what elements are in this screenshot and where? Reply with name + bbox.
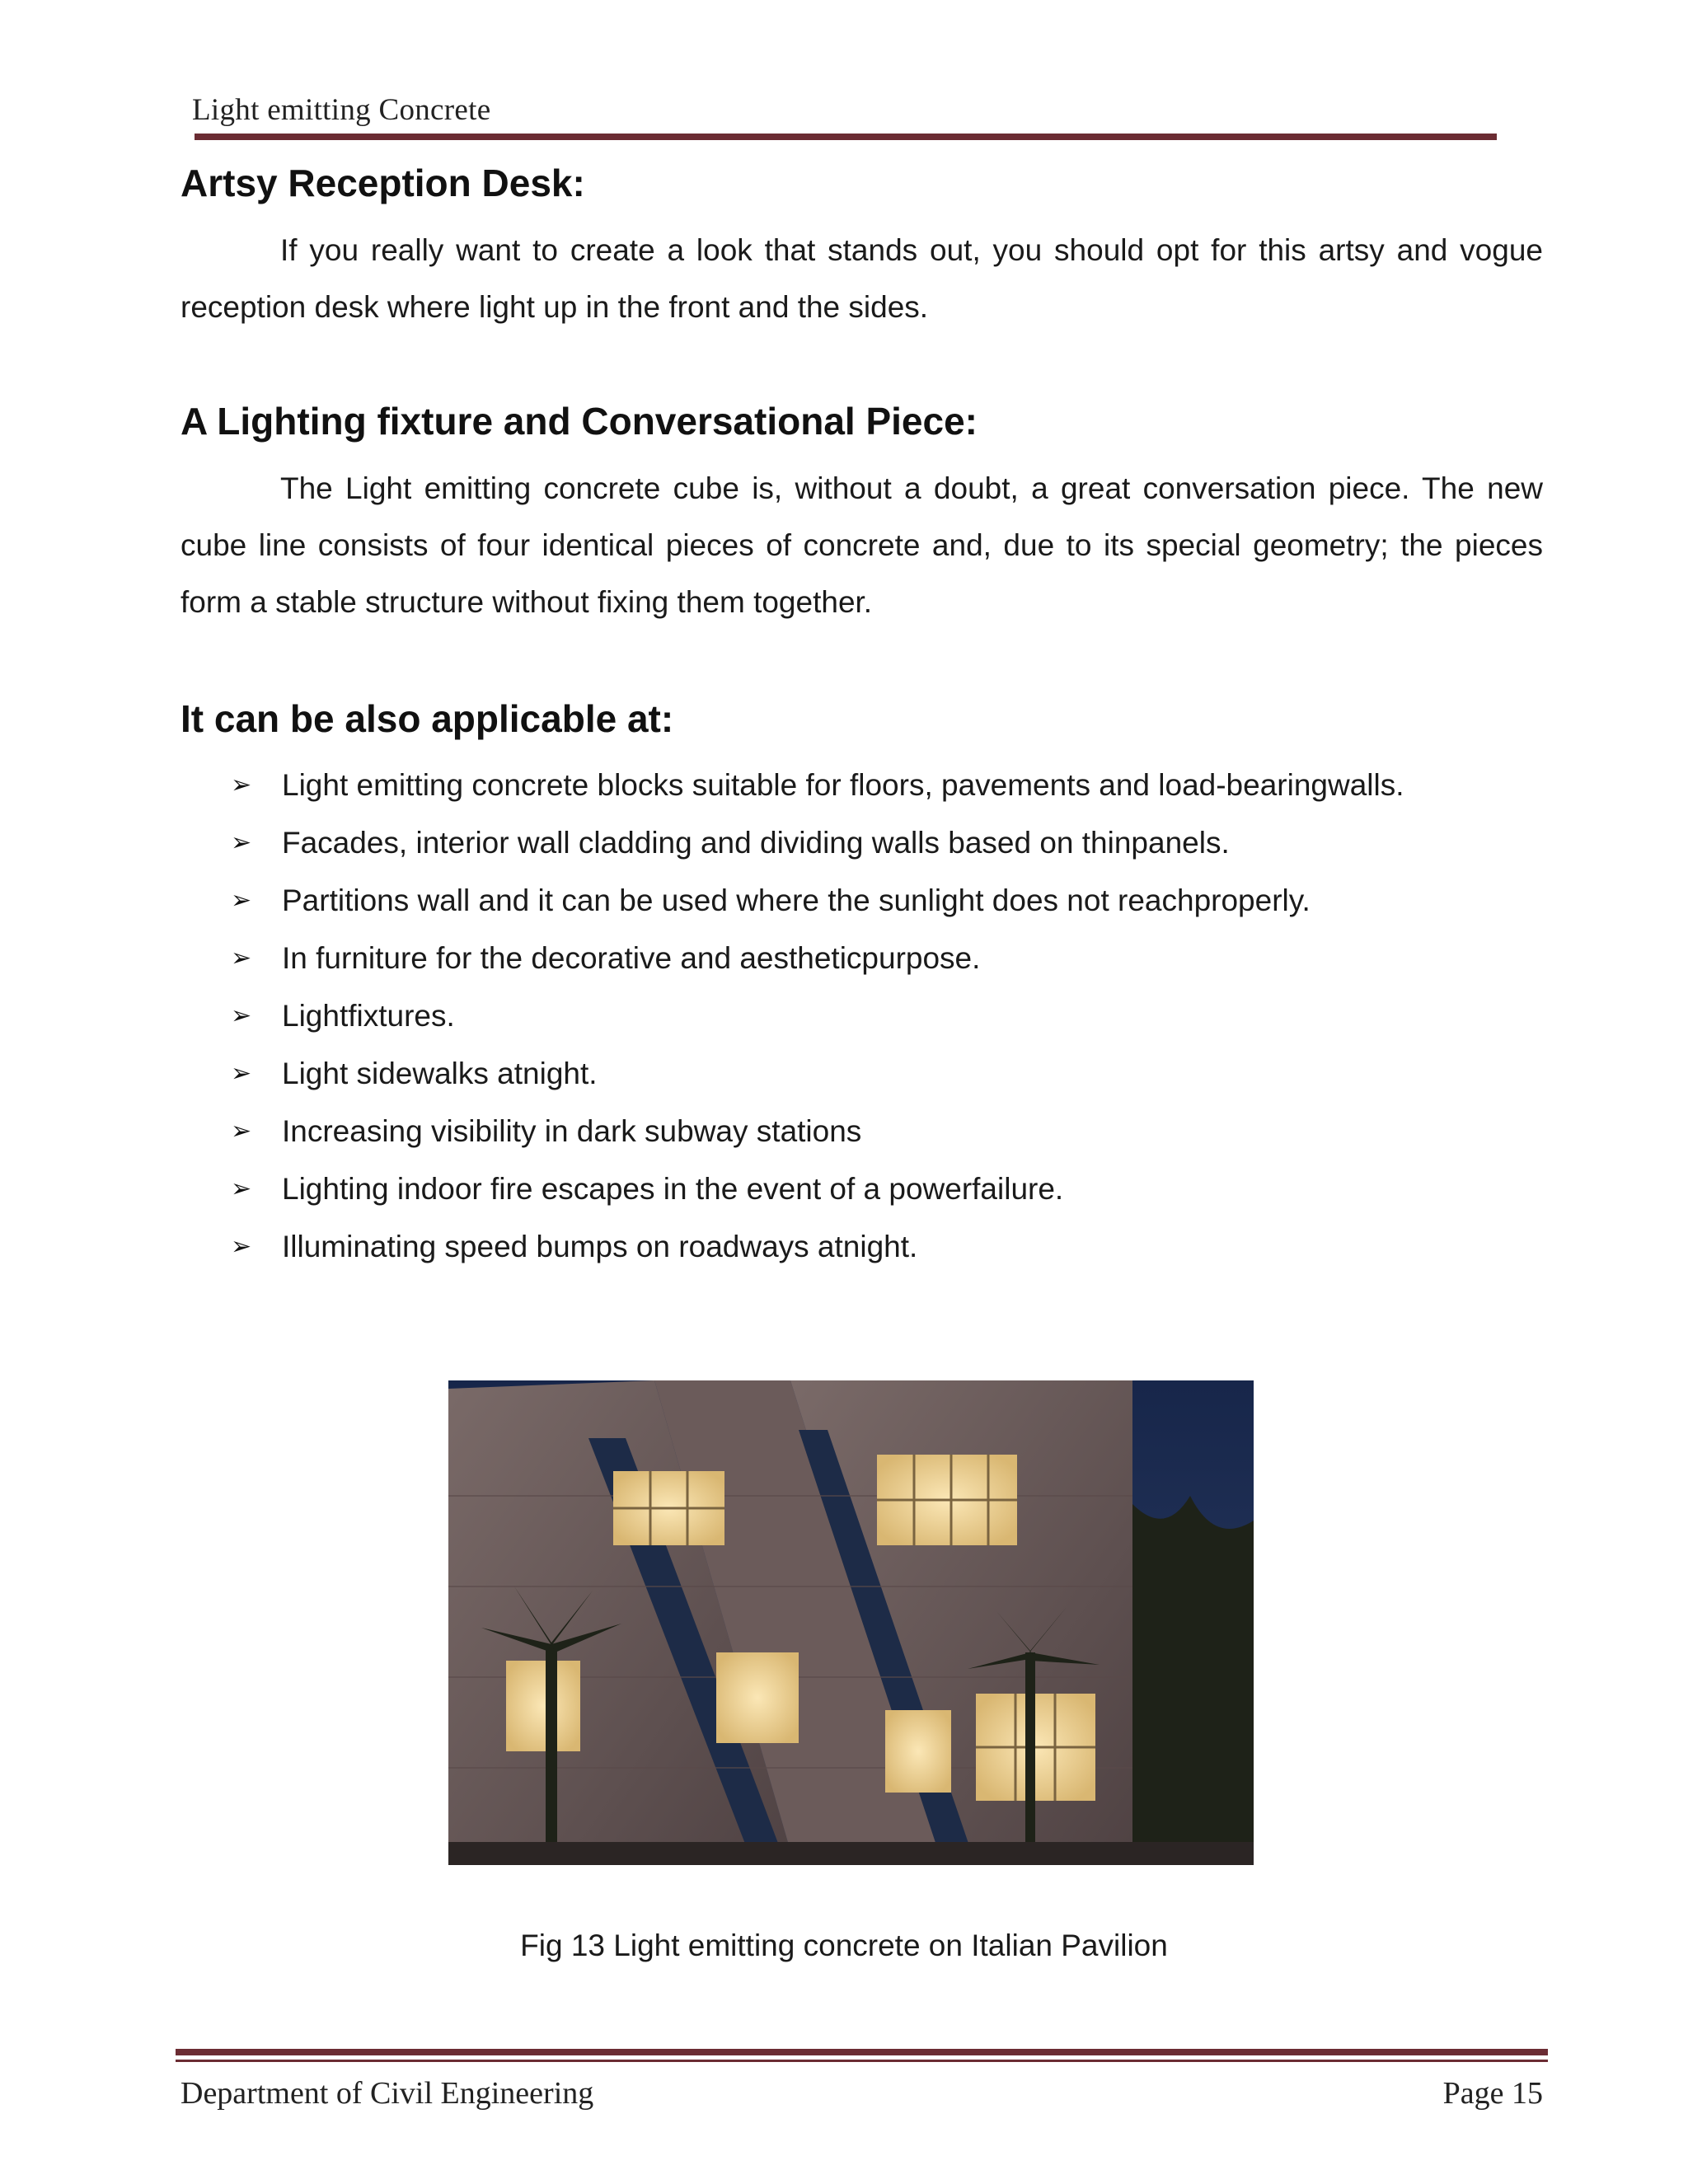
arrowhead-bullet-icon: ➢ [231, 1002, 252, 1029]
list-item-text: Lighting indoor fire escapes in the event of a powerfailure. [282, 1172, 1064, 1206]
section-heading-applications: It can be also applicable at: [181, 697, 674, 740]
arrowhead-bullet-icon: ➢ [231, 944, 252, 972]
list-item-text: Increasing visibility in dark subway stations [282, 1114, 862, 1148]
list-item [231, 814, 1404, 872]
footer-department: Department of Civil Engineering [181, 2076, 594, 2111]
list-item-text: Light sidewalks atnight. [282, 1057, 598, 1090]
footer-rule [176, 2049, 1548, 2055]
arrowhead-bullet-icon: ➢ [231, 887, 252, 914]
list-item [231, 757, 1404, 814]
arrowhead-bullet-icon: ➢ [231, 829, 252, 856]
list-item [231, 930, 1404, 987]
list-item-text: Illuminating speed bumps on roadways atnight. [282, 1230, 918, 1263]
arrowhead-bullet-icon: ➢ [231, 1175, 252, 1202]
section-paragraph-reception-desk: If you really want to create a look that stands out, you should opt for this artsy and vogue reception desk where light up in the front and the sides. [181, 233, 1543, 324]
italian-pavilion-photo [448, 1380, 1254, 1865]
list-item-text: In furniture for the decorative and aestheticpurpose. [282, 941, 981, 975]
list-item [231, 872, 1404, 930]
arrowhead-bullet-icon: ➢ [231, 1118, 252, 1145]
list-item-text: Lightfixtures. [282, 999, 455, 1033]
arrowhead-bullet-icon: ➢ [231, 1060, 252, 1087]
figure-caption: Fig 13 Light emitting concrete on Italian Pavilion [520, 1929, 1168, 1962]
page-number: Page 15 [1442, 2076, 1543, 2111]
list-item-text: Light emitting concrete blocks suitable for floors, pavements and load-bearingwalls. [282, 768, 1404, 802]
arrowhead-bullet-icon: ➢ [231, 771, 252, 799]
section-heading-reception-desk: Artsy Reception Desk: [181, 162, 585, 204]
applications-list [231, 757, 1404, 1276]
header-rule [195, 134, 1497, 140]
arrowhead-bullet-icon: ➢ [231, 1233, 252, 1260]
list-item-text: Facades, interior wall cladding and dividing walls based on thinpanels. [282, 826, 1230, 860]
list-item [231, 1045, 1404, 1103]
section-paragraph-lighting-fixture: The Light emitting concrete cube is, without a doubt, a great conversation piece. The new cube line consists of four identical pieces of concrete and, due to its special geometry; the pieces form a stable structure without fixing them together. [181, 471, 1543, 619]
running-header-title: Light emitting Concrete [192, 93, 491, 127]
footer-rule-thin [176, 2060, 1548, 2062]
list-item [231, 1160, 1404, 1218]
list-item-text: Partitions wall and it can be used where the sunlight does not reachproperly. [282, 883, 1311, 917]
list-item [231, 1103, 1404, 1160]
list-item [231, 987, 1404, 1045]
section-heading-lighting-fixture: A Lighting fixture and Conversational Piece: [181, 400, 978, 443]
list-item [231, 1218, 1404, 1276]
pavilion-illustration [448, 1380, 1254, 1865]
